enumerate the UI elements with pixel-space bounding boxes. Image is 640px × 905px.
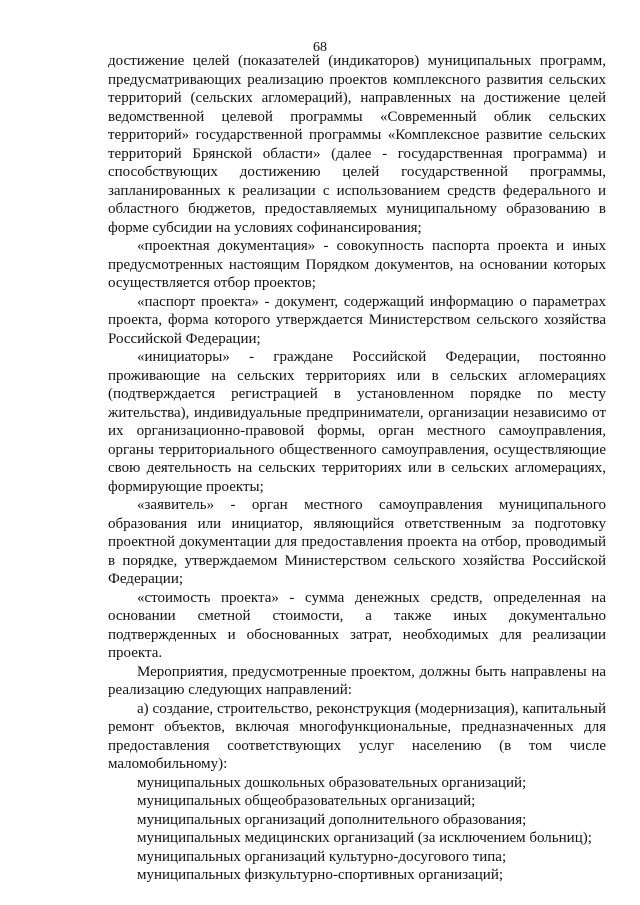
list-item-sports: муниципальных физкультурно-спортивных организаций; [137, 867, 504, 883]
list-item-general-education: муниципальных общеобразовательных организаций; [137, 793, 476, 809]
paragraph-applicant: «заявитель» - орган местного самоуправления муниципального образования или инициатор, являющийся ответственным за подготовку проектной документации для предоставления проекта на отбор, проводимый в порядке, утверждаемом Министерством сельского хозяйства Российской Федерации; [108, 497, 606, 587]
page-number: 68 [313, 40, 327, 55]
list-item-medical: муниципальных медицинских организаций (за исключением больниц); [137, 830, 592, 846]
document-body [108, 52, 606, 885]
paragraph-project-cost: «стоимость проекта» - сумма денежных средств, определенная на основании сметной стоимости, а также иных документально подтвержденных и обоснованных затрат, необходимых для реализации проекта. [108, 589, 606, 661]
list-item-preschool: муниципальных дошкольных образовательных организаций; [137, 774, 527, 791]
list-item-cultural: муниципальных организаций культурно-досугового типа; [137, 848, 507, 865]
paragraph-initiators: «инициаторы» - граждане Российской Федерации, постоянно проживающие на сельских территориях или в сельских агломерациях (подтверждается регистрацией в установленном порядке по месту жительства), индивидуальные предприниматели, организации независимо от их организационно-правовой формы, орган местного самоуправления, органы территориального общественного самоуправления, осуществляющие свою деятельность на сельских территориях или в сельских агломерациях, формирующие проекты; [108, 349, 606, 495]
paragraph-goals-continuation: достижение целей (показателей (индикаторов) муниципальных программ, предусматривающих реализацию проектов комплексного развития сельских территорий (сельских агломераций), направленных на достижение целей ведомственной целевой программы «Современный облик сельских территорий» государственной программы «Комплексное развитие сельских территорий Брянской области» (далее - государственная программа) и способствующих достижению целей государственной программы, запланированных к реализации с использованием средств федерального и областного бюджетов, предоставляемых муниципальному образованию в форме субсидии на условиях софинансирования; [108, 53, 606, 236]
list-item-additional-education: муниципальных организаций дополнительного образования; [137, 811, 527, 828]
paragraph-project-passport: «паспорт проекта» - документ, содержащий информацию о параметрах проекта, форма которого утверждается Министерством сельского хозяйства Российской Федерации; [108, 293, 606, 347]
paragraph-measures-intro: Мероприятия, предусмотренные проектом, должны быть направлены на реализацию следующих направлений: [108, 663, 606, 698]
paragraph-project-documentation: «проектная документация» - совокупность паспорта проекта и иных предусмотренных настоящим Порядком документов, на основании которых осуществляется отбор проектов; [108, 238, 606, 291]
paragraph-item-a: а) создание, строительство, реконструкция (модернизация), капитальный ремонт объектов, включая многофункциональные, предназначенных для предоставления соответствующих услуг населению (в том числе маломобильному): [108, 700, 606, 772]
